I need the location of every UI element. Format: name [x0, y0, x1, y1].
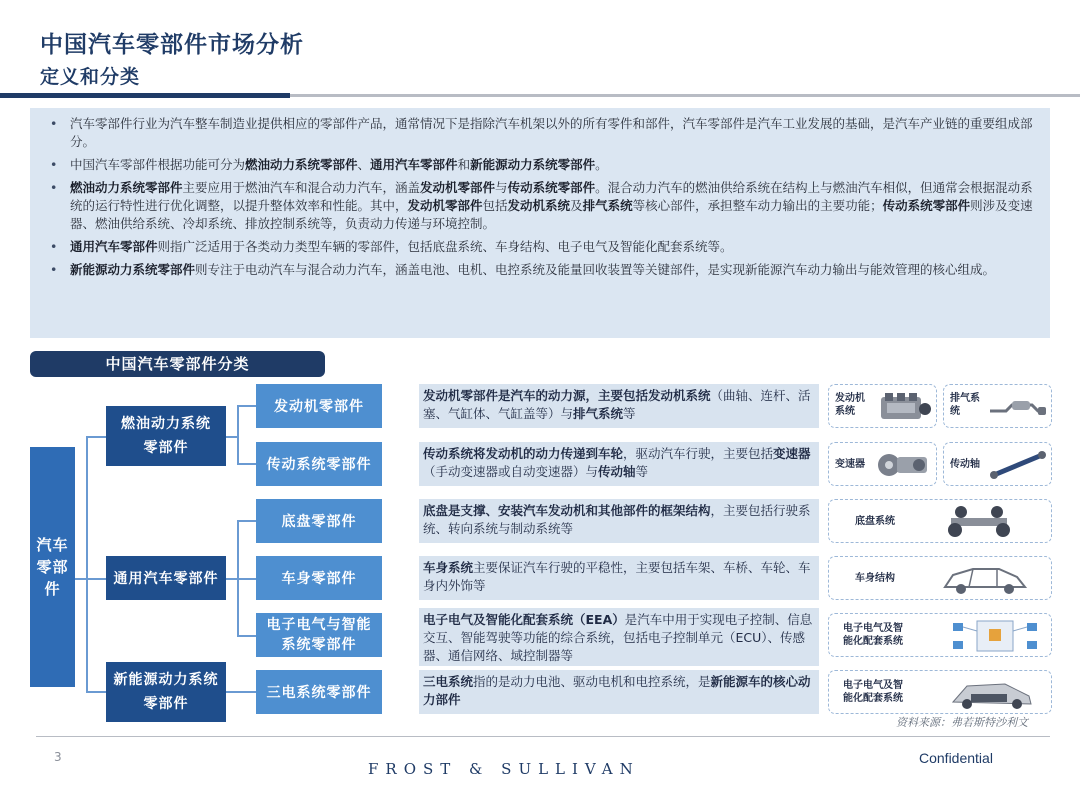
picture-card-gearbox [828, 442, 937, 486]
picture-label: 传动轴 [950, 459, 980, 470]
connector-to-fuel [86, 436, 106, 438]
picture-card-drive-shaft [943, 442, 1052, 486]
gearbox-icon [875, 447, 933, 483]
picture-label: 电子电气及智 能化配套系统 [843, 680, 903, 704]
desc-electronic: 电子电气及智能化配套系统（EEA）是汽车中用于实现电子控制、信息交互、智能驾驶等功能的综合系统，包括电子控制单元（ECU）、传感器、通信网络、域控制器等 [419, 608, 819, 666]
sub-three-electric-parts: 三电系统零部件 [256, 670, 382, 714]
connector-root-vertical [86, 436, 88, 692]
sub-body-parts: 车身零部件 [256, 556, 382, 600]
desc-chassis: 底盘是支撑、安装汽车发动机和其他部件的框架结构，主要包括行驶系统、转向系统与制动系统等 [419, 499, 819, 543]
brand-logo: FROST & SULLIVAN [368, 760, 640, 778]
picture-label: 变速器 [835, 459, 865, 470]
connector-to-body [237, 578, 256, 580]
chassis-icon [939, 504, 1019, 540]
picture-card-chassis [828, 499, 1052, 543]
connector-to-electronic [237, 635, 256, 637]
page-title: 中国汽车零部件市场分析 [40, 32, 304, 58]
page-subtitle: 定义和分类 [40, 66, 141, 88]
picture-card-exhaust-system [943, 384, 1052, 428]
eea-diagram-icon [947, 617, 1043, 655]
connector-fuel-vertical [237, 405, 239, 464]
connector-to-engine [237, 405, 256, 407]
source-note: 资料来源：弗若斯特沙利文 [896, 716, 1028, 729]
sub-engine-parts: 发动机零部件 [256, 384, 382, 428]
confidential-label: Confidential [919, 750, 993, 766]
desc-body: 车身系统主要保证汽车行驶的平稳性，主要包括车架、车桥、车轮、车身内外饰等 [419, 556, 819, 600]
category-new-energy: 新能源动力系统 零部件 [106, 662, 226, 722]
connector-to-nev [86, 691, 106, 693]
picture-label: 电子电气及智 能化配套系统 [843, 623, 903, 647]
picture-label: 发动机 系统 [835, 393, 865, 417]
picture-label: 排气系 统 [950, 393, 980, 417]
desc-engine: 发动机零部件是汽车的动力源，主要包括发动机系统（曲轴、连杆、活塞、气缸体、气缸盖等）与排气系统等 [419, 384, 819, 428]
intro-bullet-2: • 中国汽车零部件根据功能可分为燃油动力系统零部件、通用汽车零部件和新能源动力系统零部件。 [48, 156, 1034, 174]
sub-chassis-parts: 底盘零部件 [256, 499, 382, 543]
category-fuel-power: 燃油动力系统 零部件 [106, 406, 226, 466]
engine-icon [875, 389, 933, 425]
intro-bullet-4: • 通用汽车零部件则指广泛适用于各类动力类型车辆的零部件，包括底盘系统、车身结构、电子电气及智能化配套系统等。 [48, 238, 1034, 256]
intro-bullet-5: • 新能源动力系统零部件则专注于电动汽车与混合动力汽车，涵盖电池、电机、电控系统及能量回收装置等关键部件，是实现新能源汽车动力输出与能效管理的核心组成。 [48, 261, 1034, 279]
picture-card-eea-1 [828, 613, 1052, 657]
desc-three-electric: 三电系统指的是动力电池、驱动电机和电控系统，是新能源车的核心动力部件 [419, 670, 819, 714]
intro-list [48, 115, 1034, 279]
footer-divider [36, 736, 1050, 737]
ev-platform-icon [943, 674, 1039, 712]
intro-panel [30, 108, 1050, 338]
intro-bullet-3: • 燃油动力系统零部件主要应用于燃油汽车和混合动力汽车，涵盖发动机零部件与传动系统零部件。混合动力汽车的燃油供给系统在结构上与燃油汽车相似，但通常会根据混动系统的运行特性进行优化调整，以提升整体效率和性能。其中，发动机零部件包括发动机系统及排气系统等核心部件，承担整车动力输出的主要功能；传动系统零部件则涉及变速器、燃油供给系统、冷却系统、排放控制系统等，负责动力传递与环境控制。 [48, 179, 1034, 233]
sub-transmission-parts: 传动系统零部件 [256, 442, 382, 486]
header-divider-light [290, 94, 1080, 97]
picture-card-engine-system [828, 384, 937, 428]
connector-to-transmission [237, 463, 256, 465]
picture-card-eea-2 [828, 670, 1052, 714]
picture-label: 底盘系统 [855, 516, 895, 527]
picture-card-body [828, 556, 1052, 600]
connector-to-general [86, 578, 106, 580]
category-general: 通用汽车零部件 [106, 556, 226, 600]
car-body-icon [939, 561, 1029, 597]
connector-to-threeelec [226, 691, 256, 693]
drive-shaft-icon [988, 449, 1048, 481]
tree-root-auto-parts: 汽车 零部 件 [30, 447, 75, 687]
intro-bullet-1: • 汽车零部件行业为汽车整车制造业提供相应的零部件产品，通常情况下是指除汽车机架以外的所有零件和部件，汽车零部件是汽车工业发展的基础，是汽车产业链的重要组成部分。 [48, 115, 1034, 151]
exhaust-pipe-icon [988, 391, 1048, 423]
desc-transmission: 传动系统将发动机的动力传递到车轮，驱动汽车行驶，主要包括变速器（手动变速器或自动变速器）与传动轴等 [419, 442, 819, 486]
sub-electronic-parts: 电子电气与智能 系统零部件 [256, 613, 382, 657]
picture-label: 车身结构 [855, 573, 895, 584]
header-divider-dark [0, 93, 290, 98]
classification-header: 中国汽车零部件分类 [30, 351, 325, 377]
page-number: 3 [54, 750, 62, 764]
connector-to-chassis [237, 520, 256, 522]
